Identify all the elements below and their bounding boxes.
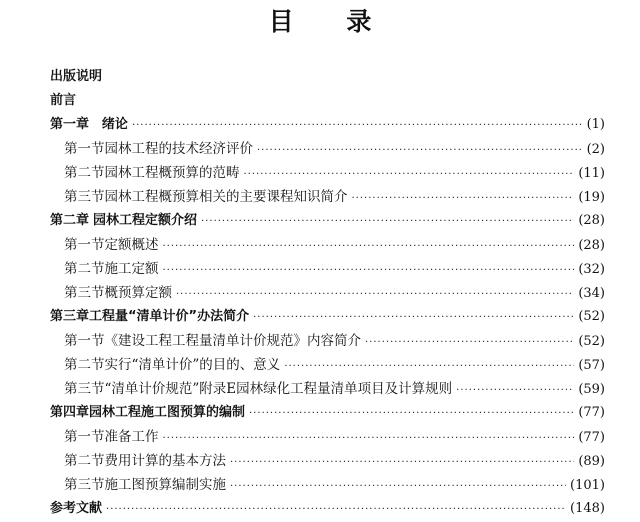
- section-number: 第三节: [64, 285, 105, 301]
- dot-leader: [176, 289, 574, 300]
- toc-entry-section-2-3[interactable]: [64, 281, 605, 303]
- toc-entry-section-2-1[interactable]: [64, 233, 605, 255]
- page-number: (11): [578, 166, 605, 181]
- toc-entry-preface[interactable]: [50, 89, 610, 111]
- chapter-number: 第一章: [50, 117, 90, 132]
- page-title: 目 录: [268, 7, 394, 36]
- dot-leader: [163, 241, 575, 252]
- toc-entry-section-4-2[interactable]: [64, 449, 605, 471]
- section-number: 第三节: [64, 381, 105, 397]
- toc-entry-text: 费用计算的基本方法: [104, 453, 226, 469]
- dot-leader: [163, 265, 575, 276]
- dot-leader: [249, 408, 574, 419]
- toc-entry-text: 准备工作: [104, 429, 159, 445]
- chapter-number: 第四章: [50, 405, 90, 420]
- toc-entry-chapter-3[interactable]: [50, 305, 605, 327]
- toc-entry-text: 实行“清单计价”的目的、意义: [104, 357, 281, 373]
- section-number: 第二节: [64, 165, 105, 181]
- page-number: (1): [586, 117, 605, 132]
- dot-leader: [456, 385, 574, 396]
- dot-leader: [253, 312, 574, 323]
- toc-entry-text: 定额概述: [104, 237, 159, 253]
- dot-leader: [244, 169, 575, 180]
- page-number: (2): [586, 142, 605, 157]
- page-number: (77): [578, 405, 605, 420]
- dot-leader: [230, 457, 574, 468]
- dot-leader: [365, 337, 574, 348]
- section-number: 第一节: [64, 429, 105, 445]
- dot-leader: [352, 193, 575, 204]
- toc-entry-section-1-1[interactable]: [64, 137, 605, 159]
- toc-entry-text: 施工定额: [104, 261, 159, 277]
- page-number: (19): [578, 190, 605, 205]
- toc-entry-text: 工程量“清单计价”办法简介: [89, 309, 250, 324]
- toc-entry-text: 参考文献: [50, 501, 103, 516]
- section-number: 第二节: [64, 261, 105, 277]
- toc-entry-text: “清单计价规范”附录E园林绿化工程量清单项目及计算规则: [104, 381, 453, 397]
- toc-entry-publication-note[interactable]: [50, 65, 610, 87]
- toc-entry-section-1-2[interactable]: [64, 161, 605, 183]
- section-number: 第一节: [64, 237, 105, 253]
- section-number: 第一节: [64, 141, 105, 157]
- toc-entry-text: 绪论: [101, 117, 128, 132]
- toc-entry-text: 《建设工程工程量清单计价规范》内容简介: [104, 333, 361, 349]
- section-number: 第三节: [64, 189, 105, 205]
- toc-entry-text: 出版说明: [50, 69, 103, 84]
- page-number: (77): [578, 430, 605, 445]
- page-number: (32): [578, 262, 605, 277]
- page-number: (59): [578, 382, 605, 397]
- page-number: (34): [578, 286, 605, 301]
- toc-entry-section-2-2[interactable]: [64, 257, 605, 279]
- chapter-number: 第三章: [50, 309, 90, 324]
- dot-leader: [201, 216, 574, 227]
- page-number: (148): [570, 501, 605, 516]
- toc-entry-chapter-1[interactable]: [50, 113, 605, 135]
- dot-leader: [257, 145, 583, 156]
- toc-entry-text: 园林工程定额介绍: [93, 213, 198, 228]
- page-number: (101): [570, 478, 605, 493]
- dot-leader: [230, 481, 566, 492]
- dot-leader: [106, 504, 566, 515]
- section-number: 第三节: [64, 477, 105, 493]
- chapter-number: 第二章: [50, 213, 90, 228]
- section-number: 第二节: [64, 357, 105, 373]
- toc-entry-text: 园林工程的技术经济评价: [104, 141, 253, 157]
- section-number: 第一节: [64, 333, 105, 349]
- page-number: (89): [578, 454, 605, 469]
- dot-leader: [163, 433, 575, 444]
- toc-entry-text: 园林工程概预算的范畴: [104, 165, 240, 181]
- toc-entry-references[interactable]: [50, 497, 605, 519]
- page-number: (52): [578, 309, 605, 324]
- page-number: (28): [578, 238, 605, 253]
- page-number: (52): [578, 334, 605, 349]
- toc-entry-section-4-1[interactable]: [64, 425, 605, 447]
- page-number: (57): [578, 358, 605, 373]
- toc-entry-chapter-4[interactable]: [50, 401, 605, 423]
- dot-leader: [284, 361, 574, 372]
- toc-entry-text: 施工图预算编制实施: [104, 477, 226, 493]
- toc-entry-text: 园林工程概预算相关的主要课程知识简介: [104, 189, 348, 205]
- toc-entry-section-3-2[interactable]: [64, 353, 605, 375]
- toc-entry-text: 园林工程施工图预算的编制: [89, 405, 246, 420]
- toc-entry-text: 前言: [50, 93, 77, 108]
- section-number: 第二节: [64, 453, 105, 469]
- toc-entry-section-1-3[interactable]: [64, 185, 605, 207]
- toc-entry-text: 概预算定额: [104, 285, 172, 301]
- toc-entry-chapter-2[interactable]: [50, 209, 605, 231]
- page-number: (28): [578, 213, 605, 228]
- toc-entry-section-4-3[interactable]: [64, 473, 605, 495]
- toc-entry-section-3-3[interactable]: [64, 377, 605, 399]
- dot-leader: [132, 120, 583, 131]
- toc-entry-section-3-1[interactable]: [64, 329, 605, 351]
